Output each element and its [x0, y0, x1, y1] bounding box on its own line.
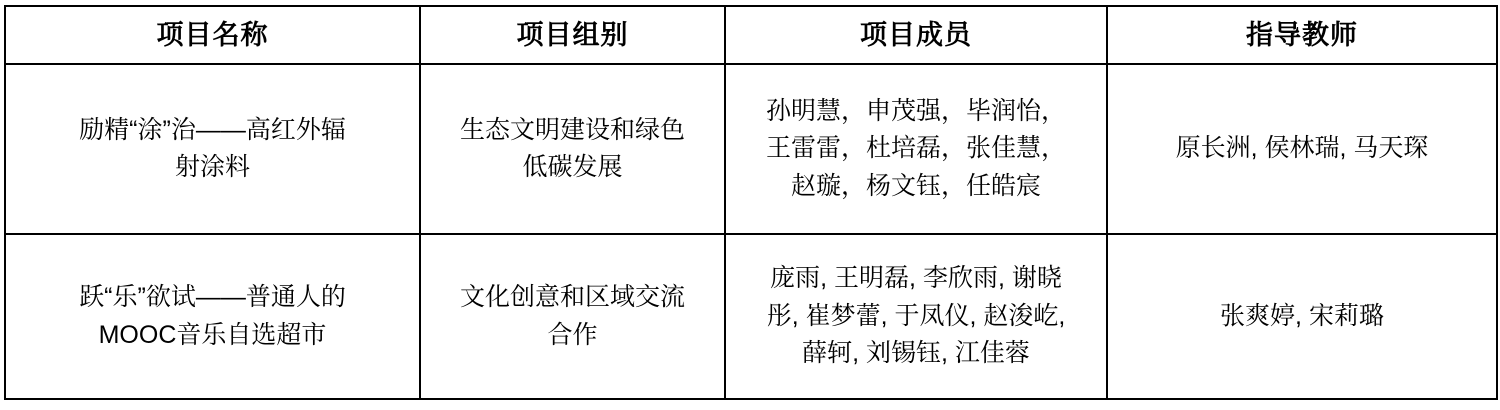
- cell-line: 低碳发展: [522, 153, 623, 181]
- cell-project-members: [725, 64, 1107, 234]
- cell-line: 文化创意和区域交流: [459, 283, 685, 311]
- cell-line: 励精“涂”治——高红外辐: [79, 115, 346, 144]
- table-row: [5, 234, 1497, 399]
- cell-line: 薛轲, 刘锡钰, 江佳蓉: [802, 339, 1030, 368]
- cell-advisors: [1107, 234, 1497, 399]
- cell-line: 彤, 崔梦蕾, 于凤仪, 赵浚屹,: [766, 301, 1066, 330]
- cell-line: 张爽婷, 宋莉璐: [1220, 301, 1384, 330]
- cell-project-name: [5, 234, 420, 399]
- project-table: [4, 5, 1498, 400]
- table-body: [5, 64, 1497, 399]
- table-header: [5, 6, 1497, 64]
- cell-project-group: [420, 64, 725, 234]
- column-header-project-group: 项目组别: [420, 6, 725, 64]
- cell-line: 跃“乐”欲试——普通人的: [79, 283, 346, 311]
- table-row: [5, 64, 1497, 234]
- cell-project-group: [420, 234, 725, 399]
- column-header-project-members: 项目成员: [725, 6, 1107, 64]
- cell-line: 生态文明建设和绿色: [459, 115, 685, 144]
- cell-advisors: [1107, 64, 1497, 234]
- cell-line: 合作: [547, 320, 598, 349]
- column-header-project-name: 项目名称: [5, 6, 420, 64]
- cell-line: 赵璇，杨文钰，任皓宸: [790, 171, 1041, 200]
- cell-line: 射涂料: [174, 153, 250, 181]
- cell-project-members: [725, 234, 1107, 399]
- cell-line: 原长洲, 侯林瑞, 马天琛: [1175, 134, 1429, 163]
- table-header-row: [5, 6, 1497, 64]
- column-header-advisors: 指导教师: [1107, 6, 1497, 64]
- cell-line: 庞雨, 王明磊, 李欣雨, 谢晓: [770, 264, 1062, 293]
- cell-project-name: [5, 64, 420, 234]
- cell-line: MOOC音乐自选超市: [98, 320, 327, 349]
- cell-line: 王雷雷，杜培磊，张佳慧，: [765, 134, 1066, 163]
- cell-line: 孙明慧，申茂强，毕润怡，: [765, 96, 1066, 125]
- document-sheet: [0, 5, 1500, 410]
